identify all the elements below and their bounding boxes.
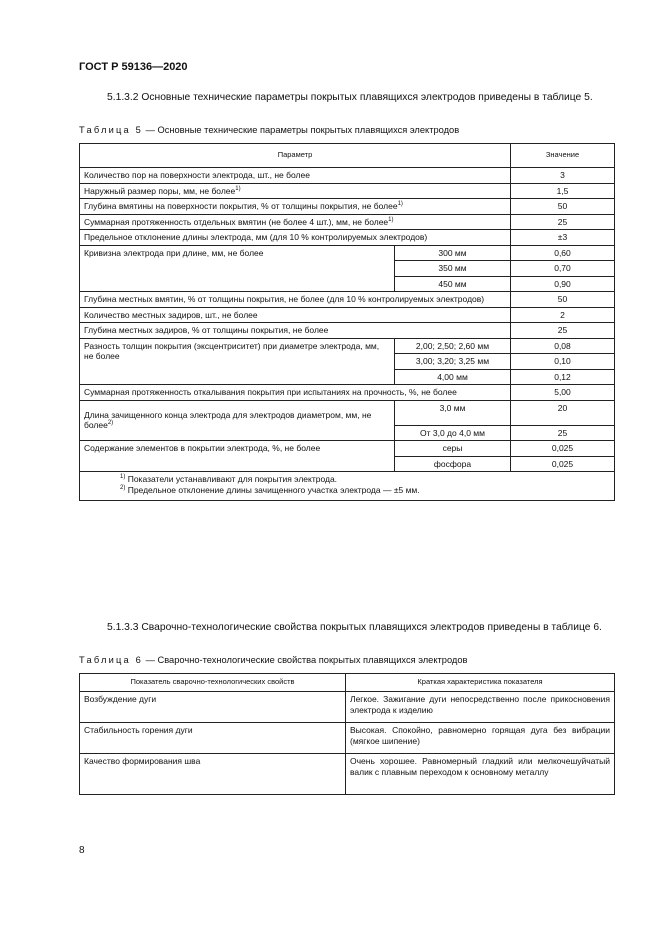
table6-header-description: Краткая характеристика показателя <box>346 674 615 692</box>
table5 <box>79 143 615 501</box>
table-row: Возбуждение дуги Легкое. Зажигание дуги непосредственно после прикосновения электрода к изделию <box>80 692 615 723</box>
footnote-1: $^{1)}$ Показатели устанавливают для покрытия электрода. <box>120 474 338 484</box>
table-row: 350 мм 0,70 <box>80 261 615 277</box>
table6-header-property: Показатель сварочно-технологических свойств <box>80 674 346 692</box>
document-header: ГОСТ Р 59136—2020 <box>79 61 188 73</box>
table-row: Суммарная протяженность откалывания покрытия при испытаниях на прочность, %, не более 5,00 <box>80 385 615 401</box>
page-number: 8 <box>79 845 85 856</box>
table-row: фосфора 0,025 <box>80 456 615 472</box>
table-row: Разность толщин покрытия (эксцентриситет) при диаметре электрода, мм, не более 2,00; 2,50; 2,60 мм 0,08 <box>80 338 615 354</box>
table-row: 450 мм 0,90 <box>80 276 615 292</box>
table-row: Стабильность горения дуги Высокая. Спокойно, равномерно горящая дуга без вибрации (мягкое шипение) <box>80 723 615 754</box>
table-row: Глубина местных вмятин, % от толщины покрытия, не более (для 10 % контролируемых электродов) 50 <box>80 292 615 308</box>
table-row: Количество пор на поверхности электрода, шт., не более 3 <box>80 168 615 184</box>
paragraph-5-1-3-2: 5.1.3.2 Основные технические параметры покрытых плавящихся электродов приведены в таблице 5. <box>107 92 593 103</box>
table6 <box>79 673 615 795</box>
table-row: Суммарная протяженность отдельных вмятин (не более 4 шт.), мм, не более$^{1)}$ 25 <box>80 214 615 230</box>
table-row: 3,00; 3,20; 3,25 мм 0,10 <box>80 354 615 370</box>
table-row: Наружный размер поры, мм, не более$^{1)}$ 1,5 <box>80 183 615 199</box>
table5-header-value: Значение <box>511 144 615 168</box>
table5-header-param: Параметр <box>80 144 511 168</box>
table-row: Содержание элементов в покрытии электрода, %, не более серы 0,025 <box>80 441 615 457</box>
table-row: Количество местных задиров, шт., не более 2 <box>80 307 615 323</box>
paragraph-5-1-3-3: 5.1.3.3 Сварочно-технологические свойства покрытых плавящихся электродов приведены в таблице 6. <box>107 622 602 633</box>
table-row: Глубина местных задиров, % от толщины покрытия, не более 25 <box>80 323 615 339</box>
table-row: Кривизна электрода при длине, мм, не более 300 мм 0,60 <box>80 245 615 261</box>
table-row: Предельное отклонение длины электрода, мм (для 10 % контролируемых электродов) ±3 <box>80 230 615 246</box>
table5-caption: Таблица 5 — Основные технические параметры покрытых плавящихся электродов <box>79 125 460 135</box>
table-row: 4,00 мм 0,12 <box>80 369 615 385</box>
table-row: Глубина вмятины на поверхности покрытия, % от толщины покрытия, не более$^{1)}$ 50 <box>80 199 615 215</box>
footnote-2: $^{2)}$ Предельное отклонение длины зачищенного участка электрода — ±5 мм. <box>120 485 420 495</box>
table-row: Качество формирования шва Очень хорошее. Равномерный гладкий или мелкочешуйчатый валик с плавным переходом к основному металлу <box>80 754 615 795</box>
table6-caption: Таблица 6 — Сварочно-технологические свойства покрытых плавящихся электродов <box>79 655 468 665</box>
table-row: От 3,0 до 4,0 мм 25 <box>80 425 615 441</box>
table-row: Длина зачищенного конца электрода для электродов диаметром, мм, не более$^{2)}$ 3,0 мм 20 <box>80 400 615 425</box>
table5-notes-row <box>80 472 615 501</box>
